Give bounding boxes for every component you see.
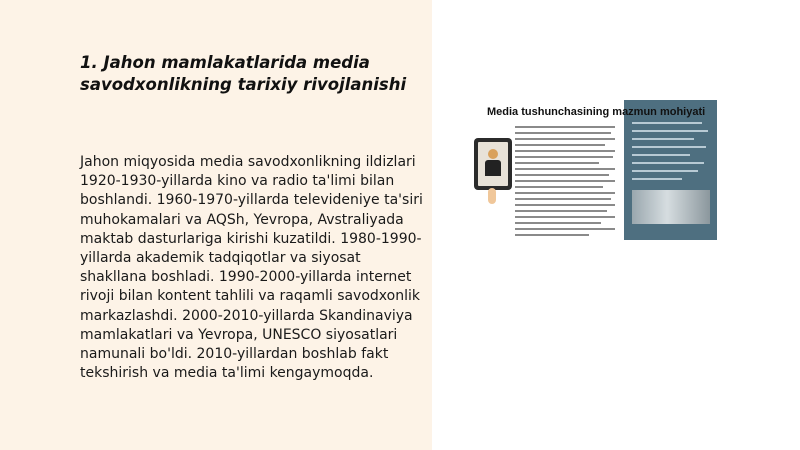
infographic-text-line <box>515 150 615 152</box>
slide-body-text: Jahon miqyosida media savodxonlikning ildizlari 1920-1930-yillarda kino va radio ta'limi bilan boshlandi. 1960-1970-yillarda televideniye ta'siri muhokamalari va AQSh, Yevropa, Avstraliyada maktab dasturlariga kirishi kuzatildi. 1980-1990-yillarda akademik tadqiqotlar va siyosat shakllana boshladi. 1990-2000-yillarda internet rivoji bilan kontent tahlili va raqamli savodxonlik markazlashdi. 2000-2010-yillarda Skandinaviya mamlakatlari va Yevropa, UNESCO siyosatlari namunali bo'ldi. 2010-yillardan boshlab fakt tekshirish va media ta'limi kengaymoqda. <box>80 154 423 382</box>
tablet-icon <box>474 138 512 190</box>
infographic-text-line <box>515 210 607 212</box>
infographic-text-line <box>515 180 615 182</box>
infographic-text-line <box>515 186 603 188</box>
infographic-heading: Media tushunchasining mazmun mohiyati <box>487 106 706 118</box>
info-panel-line <box>632 130 708 132</box>
infographic-text-line <box>515 132 611 134</box>
info-panel-line <box>632 122 702 124</box>
person-body <box>485 160 501 176</box>
info-panel-line <box>632 138 694 140</box>
infographic-text-line <box>515 156 613 158</box>
info-panel-line <box>632 162 704 164</box>
tablet-screen <box>478 142 508 186</box>
infographic-text-line <box>515 234 589 236</box>
info-panel-line <box>632 154 690 156</box>
infographic-text-line <box>515 192 615 194</box>
infographic-photo <box>632 190 710 224</box>
infographic-text-line <box>515 204 615 206</box>
infographic-text-line <box>515 138 615 140</box>
info-panel-line <box>632 178 682 180</box>
infographic-text-line <box>515 228 615 230</box>
slide-title: 1. Jahon mamlakatlarida media savodxonlikning tarixiy rivojlanishi <box>80 53 407 94</box>
infographic-text-line <box>515 198 611 200</box>
infographic-text-line <box>515 126 615 128</box>
hand-icon <box>488 188 496 204</box>
infographic-text-line <box>515 216 615 218</box>
infographic-text-line <box>515 222 601 224</box>
infographic-text-line <box>515 144 605 146</box>
infographic-text-line <box>515 174 609 176</box>
info-panel-line <box>632 146 706 148</box>
infographic-text-line <box>515 168 615 170</box>
infographic-text-line <box>515 162 599 164</box>
person-icon <box>488 149 498 159</box>
info-panel-line <box>632 170 698 172</box>
